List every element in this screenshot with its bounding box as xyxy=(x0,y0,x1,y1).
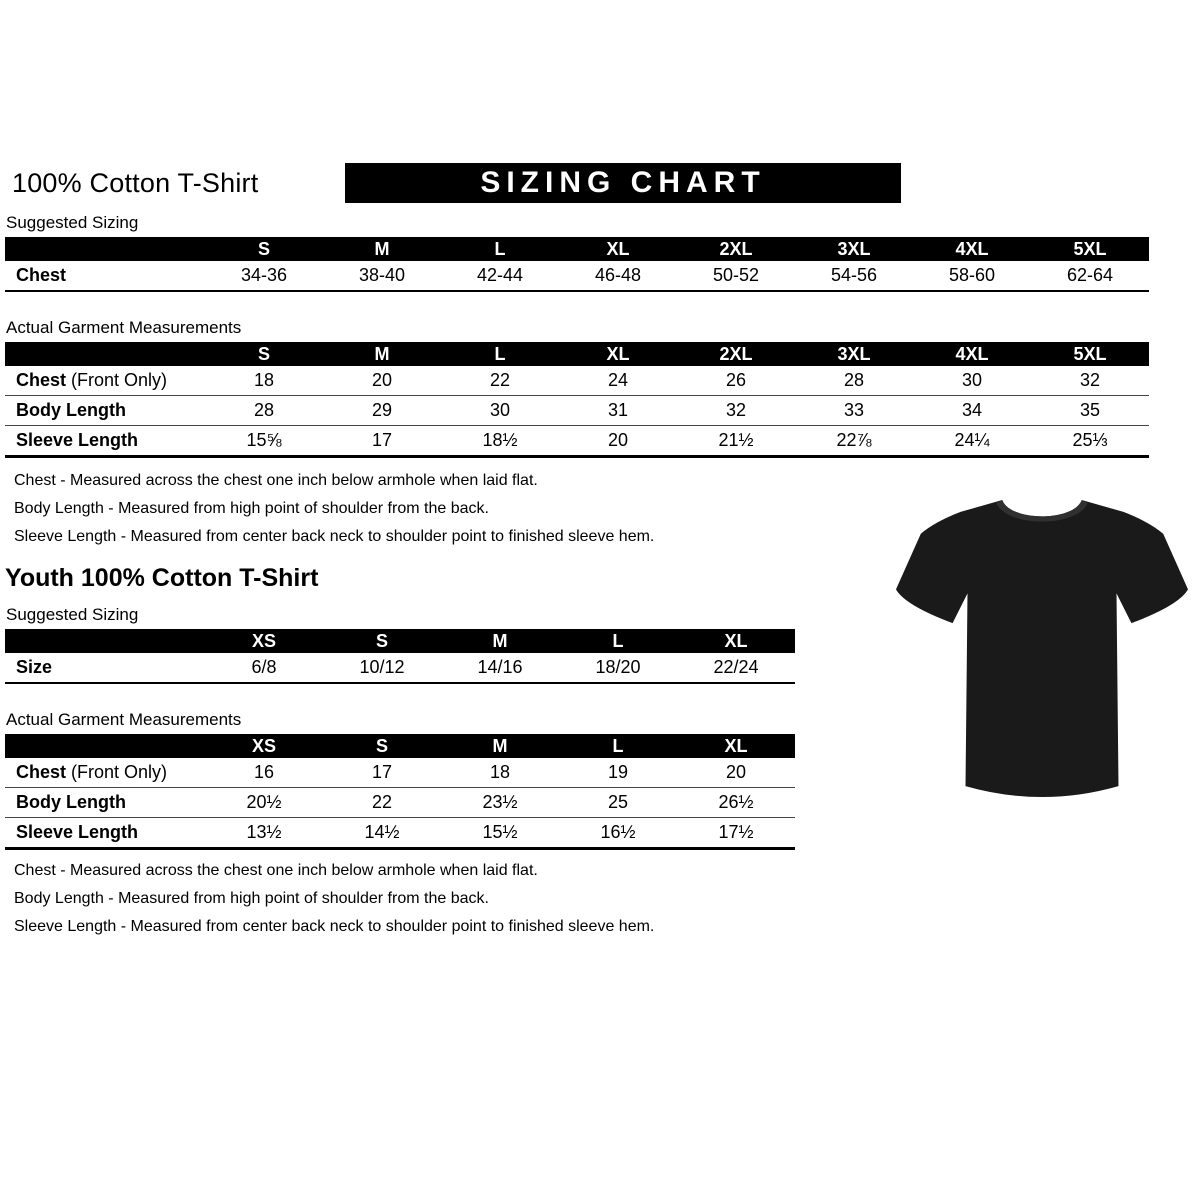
table-header-row xyxy=(5,734,795,758)
row-label xyxy=(5,788,205,818)
value-cell: 15½ xyxy=(441,818,559,849)
youth-title: Youth 100% Cotton T-Shirt xyxy=(5,564,319,592)
table-header-row xyxy=(5,342,1149,366)
row-label-suffix: (Front Only) xyxy=(66,370,168,390)
value-cell: 24 xyxy=(559,366,677,396)
col-header: M xyxy=(323,342,441,366)
col-header: L xyxy=(559,734,677,758)
value-cell: 28 xyxy=(795,366,913,396)
value-cell: 18 xyxy=(441,758,559,788)
table-row xyxy=(5,788,795,818)
value-cell: 29 xyxy=(323,396,441,426)
col-header: 3XL xyxy=(795,237,913,261)
value-cell: 46-48 xyxy=(559,261,677,291)
value-cell: 34 xyxy=(913,396,1031,426)
col-header: XL xyxy=(677,734,795,758)
value-cell: 32 xyxy=(677,396,795,426)
value-cell: 18½ xyxy=(441,426,559,457)
col-header: XS xyxy=(205,734,323,758)
row-label-text: Size xyxy=(16,657,53,677)
header-spacer xyxy=(5,342,205,366)
value-cell: 50-52 xyxy=(677,261,795,291)
col-header: L xyxy=(441,237,559,261)
row-label xyxy=(5,758,205,788)
header-spacer xyxy=(5,734,205,758)
col-header: M xyxy=(323,237,441,261)
value-cell: 14½ xyxy=(323,818,441,849)
value-cell: 16 xyxy=(205,758,323,788)
row-label xyxy=(5,426,205,457)
value-cell: 6/8 xyxy=(205,653,323,683)
value-cell: 22⅞ xyxy=(795,426,913,457)
table-header-row xyxy=(5,629,795,653)
row-label xyxy=(5,261,205,291)
col-header: 4XL xyxy=(913,237,1031,261)
col-header: S xyxy=(205,342,323,366)
note-line: Sleeve Length - Measured from center back neck to shoulder point to finished sleeve hem. xyxy=(14,918,655,935)
value-cell: 24¼ xyxy=(913,426,1031,457)
value-cell: 26½ xyxy=(677,788,795,818)
table-row xyxy=(5,396,1149,426)
col-header: 3XL xyxy=(795,342,913,366)
note-line: Sleeve Length - Measured from center back neck to shoulder point to finished sleeve hem. xyxy=(14,528,655,545)
value-cell: 19 xyxy=(559,758,677,788)
value-cell: 18/20 xyxy=(559,653,677,683)
table-row xyxy=(5,653,795,683)
value-cell: 30 xyxy=(913,366,1031,396)
col-header: XS xyxy=(205,629,323,653)
col-header: 5XL xyxy=(1031,237,1149,261)
col-header: M xyxy=(441,734,559,758)
col-header: M xyxy=(441,629,559,653)
adult-suggested-heading: Suggested Sizing xyxy=(6,213,139,232)
col-header: XL xyxy=(677,629,795,653)
value-cell: 16½ xyxy=(559,818,677,849)
value-cell: 34-36 xyxy=(205,261,323,291)
header-spacer xyxy=(5,629,205,653)
table-row xyxy=(5,261,1149,291)
value-cell: 20 xyxy=(559,426,677,457)
row-label-text: Chest xyxy=(16,762,67,782)
youth-suggested-table xyxy=(5,629,795,684)
value-cell: 25⅓ xyxy=(1031,426,1149,457)
value-cell: 30 xyxy=(441,396,559,426)
value-cell: 32 xyxy=(1031,366,1149,396)
value-cell: 22 xyxy=(441,366,559,396)
col-header: XL xyxy=(559,342,677,366)
tshirt-image xyxy=(893,478,1191,816)
col-header: 2XL xyxy=(677,237,795,261)
row-label-text: Chest xyxy=(16,370,67,390)
value-cell: 10/12 xyxy=(323,653,441,683)
row-label-text: Sleeve Length xyxy=(16,822,139,842)
sizing-chart-banner: SIZING CHART xyxy=(345,163,901,203)
adult-actual-table xyxy=(5,342,1149,458)
value-cell: 33 xyxy=(795,396,913,426)
col-header: XL xyxy=(559,237,677,261)
col-header: L xyxy=(441,342,559,366)
value-cell: 54-56 xyxy=(795,261,913,291)
adult-actual-heading: Actual Garment Measurements xyxy=(6,318,242,337)
value-cell: 15⅝ xyxy=(205,426,323,457)
value-cell: 21½ xyxy=(677,426,795,457)
value-cell: 13½ xyxy=(205,818,323,849)
value-cell: 17 xyxy=(323,758,441,788)
value-cell: 62-64 xyxy=(1031,261,1149,291)
youth-measurement-notes xyxy=(14,862,1200,936)
table-row xyxy=(5,426,1149,457)
col-header: S xyxy=(323,629,441,653)
value-cell: 28 xyxy=(205,396,323,426)
col-header: 4XL xyxy=(913,342,1031,366)
row-label-text: Body Length xyxy=(16,400,126,420)
col-header: S xyxy=(205,237,323,261)
col-header: 2XL xyxy=(677,342,795,366)
note-line: Body Length - Measured from high point of shoulder from the back. xyxy=(14,890,489,907)
value-cell: 22/24 xyxy=(677,653,795,683)
value-cell: 18 xyxy=(205,366,323,396)
value-cell: 58-60 xyxy=(913,261,1031,291)
value-cell: 42-44 xyxy=(441,261,559,291)
value-cell: 14/16 xyxy=(441,653,559,683)
table-row xyxy=(5,758,795,788)
row-label xyxy=(5,653,205,683)
row-label-text: Chest xyxy=(16,265,67,285)
youth-actual-table xyxy=(5,734,795,850)
value-cell: 20½ xyxy=(205,788,323,818)
col-header: 5XL xyxy=(1031,342,1149,366)
row-label xyxy=(5,366,205,396)
table-row xyxy=(5,366,1149,396)
value-cell: 26 xyxy=(677,366,795,396)
value-cell: 20 xyxy=(677,758,795,788)
tshirt-body xyxy=(896,500,1188,797)
table-header-row xyxy=(5,237,1149,261)
youth-suggested-heading: Suggested Sizing xyxy=(6,605,139,624)
value-cell: 23½ xyxy=(441,788,559,818)
page-title: 100% Cotton T-Shirt xyxy=(12,167,259,198)
note-line: Chest - Measured across the chest one inch below armhole when laid flat. xyxy=(14,472,538,489)
value-cell: 17 xyxy=(323,426,441,457)
header-row xyxy=(12,163,1200,203)
note-line: Body Length - Measured from high point of shoulder from the back. xyxy=(14,500,489,517)
header-spacer xyxy=(5,237,205,261)
value-cell: 25 xyxy=(559,788,677,818)
note-line: Chest - Measured across the chest one inch below armhole when laid flat. xyxy=(14,862,538,879)
value-cell: 20 xyxy=(323,366,441,396)
row-label xyxy=(5,818,205,849)
youth-actual-heading: Actual Garment Measurements xyxy=(6,710,242,729)
row-label xyxy=(5,396,205,426)
value-cell: 35 xyxy=(1031,396,1149,426)
value-cell: 31 xyxy=(559,396,677,426)
row-label-suffix: (Front Only) xyxy=(66,762,168,782)
table-row xyxy=(5,818,795,849)
adult-suggested-table xyxy=(5,237,1149,292)
value-cell: 22 xyxy=(323,788,441,818)
col-header: S xyxy=(323,734,441,758)
col-header: L xyxy=(559,629,677,653)
row-label-text: Body Length xyxy=(16,792,126,812)
row-label-text: Sleeve Length xyxy=(16,430,139,450)
value-cell: 17½ xyxy=(677,818,795,849)
value-cell: 38-40 xyxy=(323,261,441,291)
